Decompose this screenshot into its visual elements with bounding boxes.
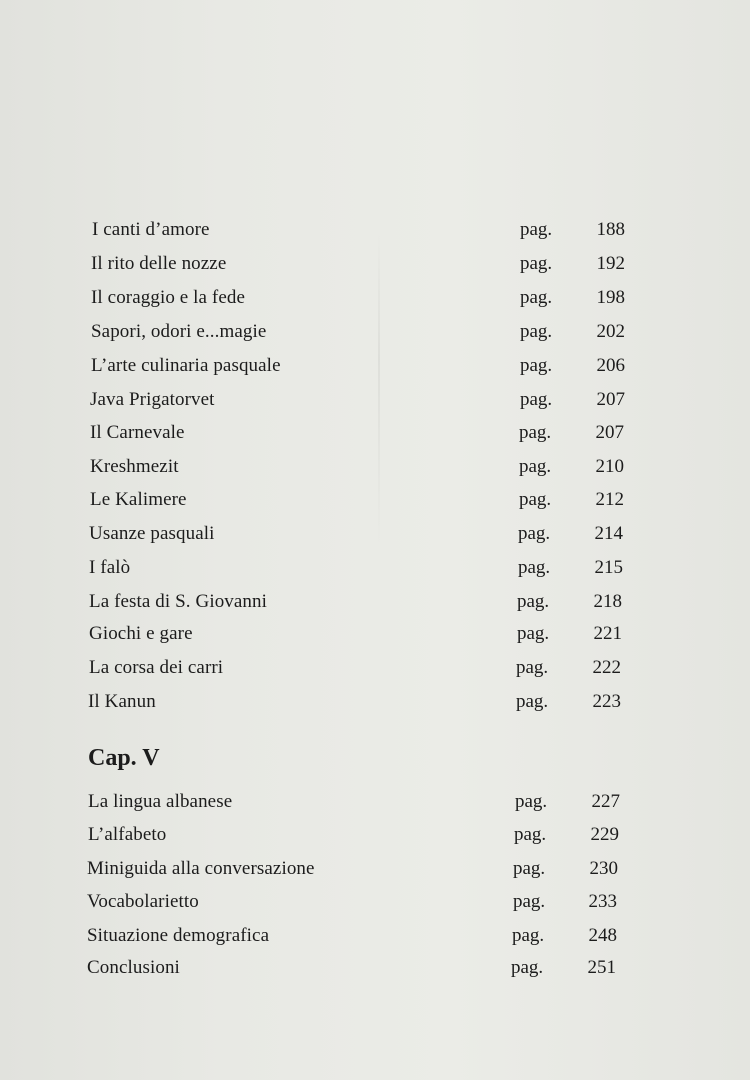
toc-entry [0,657,750,687]
entry-pag-label: pag. [512,925,545,946]
entry-page-number: 230 [589,858,618,879]
entry-pag-label: pag. [520,389,553,410]
toc-entry [0,253,750,283]
toc-entry [0,523,750,553]
entry-title: Il coraggio e la fede [91,287,246,308]
entry-page-number: 210 [595,456,624,477]
entry-pag-label: pag. [516,657,549,678]
entry-title: L’arte culinaria pasquale [91,355,281,376]
toc-entry [0,957,750,987]
entry-title: Le Kalimere [90,489,187,510]
entry-page-number: 248 [588,925,617,946]
toc-entry [0,321,750,351]
entry-title: La lingua albanese [88,791,233,812]
entry-pag-label: pag. [518,523,551,544]
toc-entry [0,489,750,519]
entry-pag-label: pag. [520,355,553,376]
entry-title: I falò [89,557,131,578]
toc-entry [0,891,750,921]
entry-page-number: 202 [596,321,625,342]
entry-page-number: 251 [587,957,616,978]
entry-pag-label: pag. [516,691,549,712]
entry-page-number: 223 [592,691,621,712]
entry-title: Situazione demografica [87,925,270,946]
entry-title: Il rito delle nozze [91,253,227,274]
entry-page-number: 218 [593,591,622,612]
entry-title: Il Kanun [88,691,156,712]
entry-page-number: 227 [591,791,620,812]
entry-title: Java Prigatorvet [90,389,215,410]
entry-pag-label: pag. [520,219,553,240]
entry-pag-label: pag. [515,791,548,812]
entry-title: Giochi e gare [89,623,193,644]
toc-entry [0,925,750,955]
entry-title: Il Carnevale [90,422,185,443]
entry-page-number: 207 [596,389,625,410]
toc-entry [0,824,750,854]
entry-title: La festa di S. Giovanni [89,591,268,612]
entry-pag-label: pag. [519,422,552,443]
entry-page-number: 207 [595,422,624,443]
entry-page-number: 198 [596,287,625,308]
entry-page-number: 229 [590,824,619,845]
entry-title: L’alfabeto [88,824,167,845]
toc-entry [0,219,750,249]
entry-title: Kreshmezit [90,456,179,477]
entry-page-number: 222 [592,657,621,678]
entry-pag-label: pag. [519,489,552,510]
entry-title: Usanze pasquali [89,523,215,544]
entry-title: I canti d’amore [92,219,210,240]
entry-title: La corsa dei carri [89,657,224,678]
toc-entry [0,591,750,621]
entry-page-number: 188 [596,219,625,240]
entry-pag-label: pag. [514,824,547,845]
toc-entry [0,791,750,821]
toc-entry [0,355,750,385]
entry-page-number: 221 [593,623,622,644]
entry-title: Vocabolarietto [87,891,199,912]
entry-pag-label: pag. [517,623,550,644]
entry-pag-label: pag. [520,253,553,274]
entry-title: Sapori, odori e...magie [91,321,267,342]
entry-page-number: 214 [594,523,623,544]
entry-page-number: 215 [594,557,623,578]
entry-pag-label: pag. [519,456,552,477]
entry-page-number: 206 [596,355,625,376]
toc-entry [0,287,750,317]
chapter-heading: Cap. V [88,745,160,771]
entry-title: Conclusioni [87,957,180,978]
toc-entry [0,422,750,452]
toc-entry [0,858,750,888]
entry-pag-label: pag. [518,557,551,578]
entry-title: Miniguida alla conversazione [87,858,315,879]
entry-page-number: 192 [596,253,625,274]
toc-entry [0,456,750,486]
entry-pag-label: pag. [513,858,546,879]
toc-entry [0,389,750,419]
entry-page-number: 233 [588,891,617,912]
entry-pag-label: pag. [513,891,546,912]
entry-pag-label: pag. [511,957,544,978]
toc-entry [0,557,750,587]
toc-entry [0,623,750,653]
toc-entry [0,691,750,721]
entry-page-number: 212 [595,489,624,510]
entry-pag-label: pag. [517,591,550,612]
entry-pag-label: pag. [520,321,553,342]
entry-pag-label: pag. [520,287,553,308]
